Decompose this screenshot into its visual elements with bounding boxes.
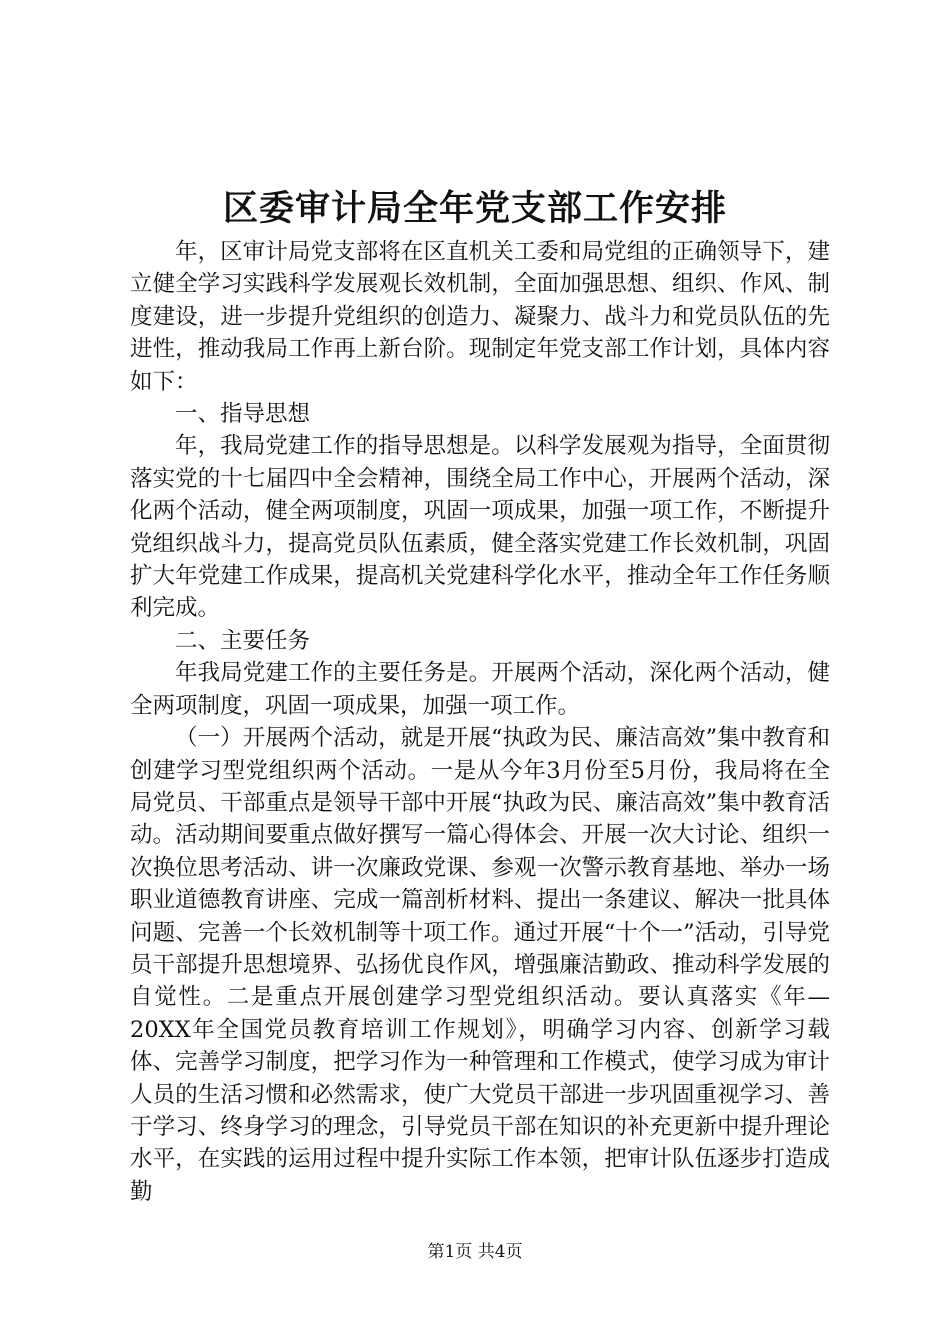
section-heading-guiding-ideology: 一、指导思想 bbox=[175, 401, 311, 428]
task-one-paragraph: （一）开展两个活动，就是开展“执政为民、廉洁高效”集中教育和创建学习型党组织两个活动。一是从今年3月份至5月份，我局将在全局党员、干部重点是领导干部中开展“执政为民、廉洁高效”集中教育活动。活动期间要重点做好撰写一篇心得体会、开展一次大讨论、组织一次换位思考活动、讲一次廉政党课、参观一次警示教育基地、举办一场职业道德教育讲座、完成一篇剖析材料、提出一条建议、解决一批具体问题、完善一个长效机制等十项工作。通过开展“十个一”活动，引导党员干部提升思想境界、弘扬优良作风，增强廉洁勤政、推动科学发展的自觉性。二是重点开展创建学习型党组织活动。要认真落实《年—20XX年全国党员教育培训工作规划》，明确学习内容、创新学习载体、完善学习制度，把学习作为一种管理和工作模式，使学习成为审计人员的生活习惯和必然需求，使广大党员干部进一步巩固重视学习、善于学习、终身学习的理念，引导党员干部在知识的补充更新中提升理论水平，在实践的运用过程中提升实际工作本领，把审计队伍逐步打造成勤 bbox=[130, 725, 830, 1205]
main-tasks-paragraph: 年我局党建工作的主要任务是。开展两个活动，深化两个活动，健全两项制度，巩固一项成果，加强一项工作。 bbox=[130, 660, 830, 719]
page-number-footer: 第1页 共4页 bbox=[427, 1242, 523, 1262]
intro-paragraph: 年，区审计局党支部将在区直机关工委和局党组的正确领导下，建立健全学习实践科学发展观长效机制，全面加强思想、组织、作风、制度建设，进一步提升党组织的创造力、凝聚力、战斗力和党员队伍的先进性，推动我局工作再上新台阶。现制定年党支部工作计划，具体内容如下： bbox=[130, 239, 830, 395]
section-heading-main-tasks: 二、主要任务 bbox=[175, 627, 311, 654]
document-body bbox=[130, 236, 830, 1208]
document-title: 区委审计局全年党支部工作安排 bbox=[222, 188, 727, 229]
guiding-ideology-paragraph: 年，我局党建工作的指导思想是。以科学发展观为指导，全面贯彻落实党的十七届四中全会精神，围绕全局工作中心，开展两个活动，深化两个活动，健全两项制度，巩固一项成果，加强一项工作，不断提升党组织战斗力，提高党员队伍素质，健全落实党建工作长效机制，巩固扩大年党建工作成果，提高机关党建科学化水平，推动全年工作任务顺利完成。 bbox=[130, 433, 830, 622]
